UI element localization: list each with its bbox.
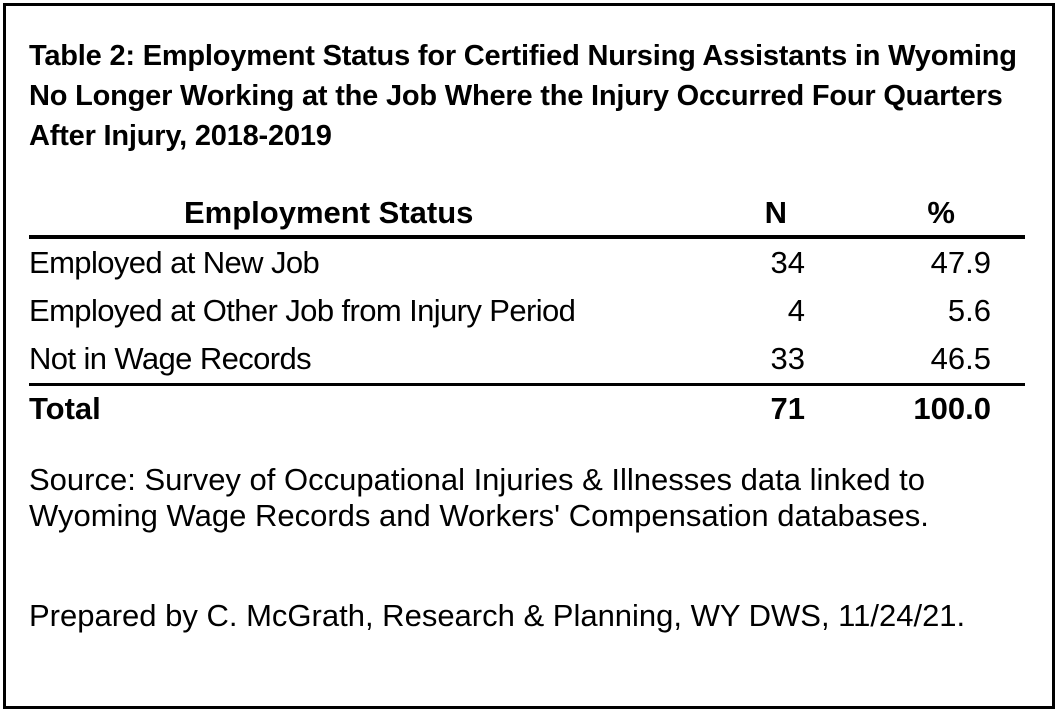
table-header-row — [29, 191, 1025, 239]
header-percent: % — [927, 195, 955, 230]
row-n-value: 4 — [787, 293, 805, 328]
prepared-by-note: Prepared by C. McGrath, Research & Planning, WY DWS, 11/24/21. — [29, 598, 966, 633]
table-total-row — [29, 383, 1025, 432]
row-status-label: Employed at Other Job from Injury Period — [29, 293, 576, 328]
row-n-value: 34 — [770, 245, 805, 280]
row-percent-value: 5.6 — [947, 293, 991, 328]
employment-status-table — [29, 191, 1025, 432]
total-label: Total — [29, 391, 101, 426]
row-status-label: Employed at New Job — [29, 245, 320, 280]
row-percent-value: 46.5 — [930, 341, 991, 376]
header-employment-status: Employment Status — [184, 195, 474, 230]
table-row — [29, 287, 1025, 335]
row-percent-value: 47.9 — [930, 245, 991, 280]
total-n-value: 71 — [770, 391, 805, 426]
source-note: Source: Survey of Occupational Injuries & Illnesses data linked to Wyoming Wage Records and Workers' Compensation databases. — [29, 462, 929, 533]
row-n-value: 33 — [770, 341, 805, 376]
table-title: Table 2: Employment Status for Certified Nursing Assistants in Wyoming No Longer Working at the Job Where the Injury Occurred Four Quarters After Injury, 2018-2019 — [29, 40, 1017, 152]
total-percent-value: 100.0 — [913, 391, 991, 426]
table-row — [29, 239, 1025, 287]
row-status-label: Not in Wage Records — [29, 341, 312, 376]
header-n: N — [764, 195, 787, 230]
table-row — [29, 335, 1025, 383]
